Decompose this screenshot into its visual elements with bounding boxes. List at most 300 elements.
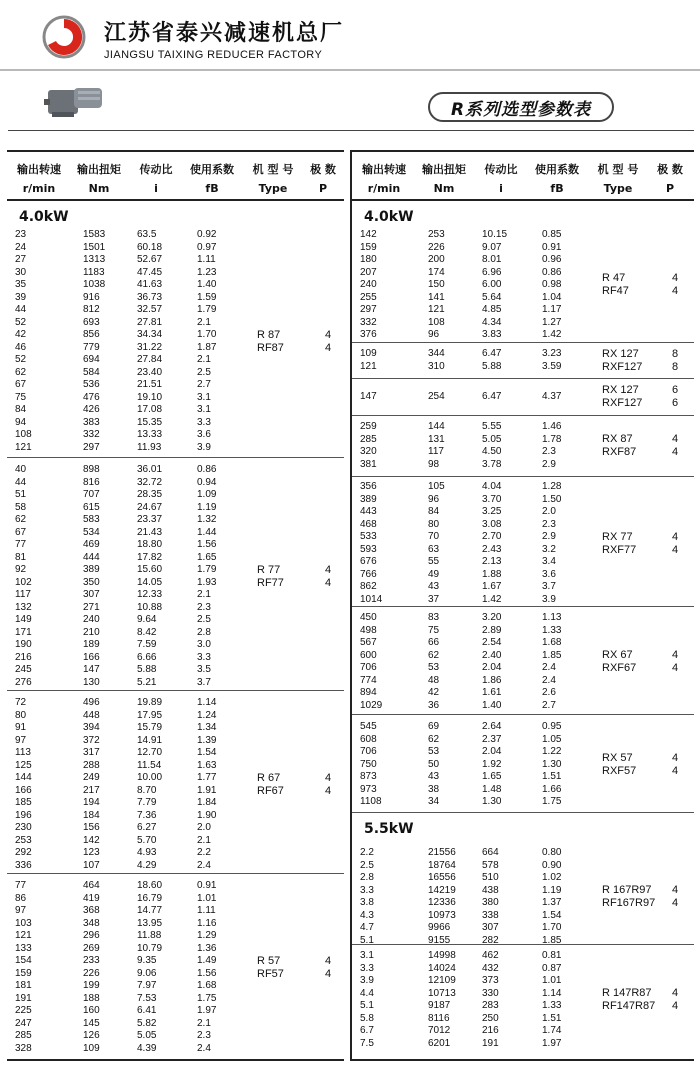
- ratio-cell: 15.35: [137, 416, 163, 428]
- factor-cell: 2.0: [197, 822, 211, 833]
- model-group: [7, 458, 344, 691]
- table-row: [7, 722, 344, 735]
- torque-cell: 226: [83, 967, 100, 979]
- factor-cell: 0.91: [542, 241, 562, 253]
- factor-cell: 1.90: [197, 809, 217, 821]
- factor-cell: 1.54: [197, 747, 217, 758]
- ratio-cell: 32.72: [137, 476, 163, 488]
- table-row: [7, 785, 344, 798]
- speed-cell: 706: [360, 662, 377, 673]
- speed-cell: 225: [15, 1005, 32, 1016]
- speed-cell: 4.4: [360, 987, 374, 999]
- torque-cell: 189: [83, 639, 100, 650]
- model-type-line: RX 67: [602, 649, 633, 661]
- factor-cell: 3.1: [197, 404, 211, 415]
- torque-cell: 368: [83, 905, 100, 916]
- ratio-cell: 36.01: [137, 464, 163, 475]
- table-row: [7, 697, 344, 710]
- speed-cell: 545: [360, 721, 377, 732]
- speed-cell: 245: [15, 664, 32, 675]
- pole-value: 8: [672, 347, 679, 360]
- ratio-cell: 250: [482, 1012, 499, 1024]
- ratio-cell: 2.89: [482, 624, 502, 636]
- factor-cell: 2.1: [197, 354, 211, 365]
- col-ratio: 传动比: [139, 163, 173, 176]
- table-row: [352, 267, 694, 280]
- table-row: [352, 519, 694, 532]
- table-row: [7, 772, 344, 785]
- speed-cell: 389: [360, 493, 377, 505]
- table-row: [352, 544, 694, 557]
- ratio-cell: 2.64: [482, 721, 502, 732]
- table-row: [352, 872, 694, 885]
- table-row: [7, 254, 344, 267]
- ratio-cell: 18.60: [137, 880, 163, 891]
- factor-cell: 1.54: [542, 909, 562, 921]
- factor-cell: 1.75: [197, 992, 217, 1004]
- table-row: [352, 434, 694, 447]
- torque-cell: 121: [428, 304, 445, 315]
- speed-cell: 593: [360, 543, 377, 555]
- table-row: [7, 1018, 344, 1031]
- ratio-cell: 3.20: [482, 612, 502, 623]
- table-row: [7, 930, 344, 943]
- ratio-cell: 17.95: [137, 709, 163, 721]
- factor-cell: 1.59: [197, 291, 217, 303]
- table-row: [352, 625, 694, 638]
- pole-count: [325, 564, 331, 590]
- ratio-cell: 7.79: [137, 797, 157, 808]
- factor-cell: 0.97: [197, 241, 217, 253]
- torque-cell: 12336: [428, 897, 456, 908]
- factor-cell: 1.39: [197, 734, 217, 746]
- model-type: [602, 433, 636, 459]
- table-row: [7, 279, 344, 292]
- factor-cell: 1.87: [197, 341, 217, 353]
- model-type-line: R 47: [602, 272, 626, 285]
- factor-cell: 0.81: [542, 950, 562, 961]
- table-row: [352, 687, 694, 700]
- torque-cell: 84: [428, 506, 440, 517]
- speed-cell: 6.7: [360, 1025, 374, 1036]
- speed-cell: 196: [15, 809, 32, 821]
- factor-cell: 1.02: [542, 872, 562, 883]
- speed-cell: 23: [15, 229, 27, 240]
- speed-cell: 3.8: [360, 897, 374, 908]
- table-row: [352, 531, 694, 544]
- factor-cell: 2.3: [197, 601, 211, 613]
- table-row: [7, 652, 344, 665]
- ratio-cell: 8.01: [482, 254, 502, 265]
- factor-cell: 1.01: [197, 892, 217, 904]
- factor-cell: 2.8: [197, 626, 211, 638]
- speed-cell: 468: [360, 518, 377, 530]
- model-type-line: RX 87: [602, 433, 633, 445]
- factor-cell: 1.33: [542, 624, 562, 636]
- table-row: [7, 955, 344, 968]
- ratio-cell: 14.77: [137, 905, 163, 916]
- table-row: [7, 735, 344, 748]
- model-type: [602, 531, 636, 557]
- ratio-cell: 6.47: [482, 348, 502, 359]
- model-group: [7, 874, 344, 1059]
- table-row: [7, 760, 344, 773]
- ratio-cell: 21.43: [137, 526, 163, 538]
- torque-cell: 126: [83, 1030, 100, 1041]
- speed-cell: 332: [360, 316, 377, 328]
- factor-cell: 3.3: [197, 651, 211, 663]
- ratio-cell: 41.63: [137, 279, 163, 290]
- table-row: [352, 637, 694, 650]
- ratio-cell: 5.55: [482, 421, 502, 432]
- table-row: [7, 677, 344, 690]
- torque-cell: 8116: [428, 1012, 450, 1024]
- torque-cell: 1583: [83, 229, 106, 240]
- ratio-cell: 462: [482, 950, 499, 961]
- speed-cell: 706: [360, 746, 377, 757]
- speed-cell: 86: [15, 892, 27, 904]
- torque-cell: 62: [428, 733, 440, 745]
- ratio-cell: 8.70: [137, 784, 157, 796]
- speed-cell: 240: [360, 279, 377, 290]
- torque-cell: 10713: [428, 987, 456, 999]
- speed-cell: 159: [15, 967, 32, 979]
- speed-cell: 567: [360, 637, 377, 648]
- ratio-cell: 47.45: [137, 266, 163, 278]
- factor-cell: 1.14: [197, 697, 217, 708]
- pole-value: 4: [672, 649, 679, 661]
- ratio-cell: 11.93: [137, 441, 162, 453]
- torque-cell: 707: [83, 489, 100, 500]
- table-row: [7, 489, 344, 502]
- ratio-cell: 60.18: [137, 241, 163, 253]
- factor-cell: 0.90: [542, 859, 562, 871]
- table-row: [352, 1025, 694, 1038]
- table-row: [7, 810, 344, 823]
- torque-cell: 297: [83, 441, 100, 453]
- speed-cell: 39: [15, 291, 27, 303]
- model-type-line: R 57: [257, 954, 281, 967]
- table-row: [352, 556, 694, 569]
- power-label: 4.0kW: [364, 209, 414, 225]
- speed-cell: 328: [15, 1042, 32, 1054]
- torque-cell: 426: [83, 404, 100, 415]
- torque-cell: 1501: [83, 241, 106, 253]
- pole-count: [672, 752, 678, 778]
- speed-cell: 103: [15, 917, 32, 929]
- ratio-cell: 5.05: [137, 1030, 157, 1041]
- speed-cell: 72: [15, 697, 27, 708]
- table-row: [352, 675, 694, 688]
- ratio-cell: 6.66: [137, 651, 157, 663]
- factor-cell: 1.50: [542, 493, 562, 505]
- ratio-cell: 5.70: [137, 834, 157, 846]
- speed-cell: 608: [360, 733, 377, 745]
- factor-cell: 1.65: [197, 551, 217, 563]
- factor-cell: 3.23: [542, 348, 562, 359]
- table-row: [7, 292, 344, 305]
- torque-cell: 383: [83, 416, 100, 428]
- torque-cell: 779: [83, 341, 100, 353]
- speed-cell: 58: [15, 501, 27, 513]
- table-row: [7, 822, 344, 835]
- factor-cell: 1.42: [542, 329, 562, 340]
- factor-cell: 1.46: [542, 421, 562, 432]
- factor-cell: 1.32: [197, 514, 217, 525]
- speed-cell: 376: [360, 329, 377, 340]
- torque-cell: 96: [428, 329, 440, 340]
- torque-cell: 12109: [428, 975, 456, 986]
- factor-cell: 1.34: [197, 722, 217, 733]
- ratio-cell: 307: [482, 922, 499, 933]
- factor-cell: 1.79: [197, 564, 217, 575]
- factor-cell: 4.37: [542, 391, 562, 402]
- factor-cell: 1.51: [542, 1012, 562, 1024]
- pole-count: [672, 987, 678, 1013]
- factor-cell: 3.9: [197, 441, 211, 453]
- model-type-line: R 77: [257, 563, 281, 576]
- speed-cell: 142: [360, 229, 377, 240]
- factor-cell: 1.29: [197, 930, 217, 941]
- torque-cell: 34: [428, 796, 440, 807]
- table-row: [7, 860, 344, 873]
- speed-cell: 1029: [360, 699, 383, 711]
- power-label: 5.5kW: [364, 821, 414, 837]
- torque-cell: 117: [428, 446, 444, 457]
- torque-cell: 147: [83, 664, 100, 675]
- factor-cell: 1.91: [197, 784, 217, 796]
- torque-cell: 37: [428, 593, 440, 605]
- pole-count: [325, 955, 331, 981]
- ratio-cell: 31.22: [137, 341, 163, 353]
- table-row: [352, 421, 694, 434]
- torque-cell: 21556: [428, 847, 456, 858]
- speed-cell: 255: [360, 291, 377, 303]
- factor-cell: 2.5: [197, 366, 211, 378]
- ratio-cell: 9.07: [482, 241, 502, 253]
- factor-cell: 1.19: [542, 884, 562, 896]
- table-row: [352, 506, 694, 519]
- table-row: [352, 229, 694, 242]
- model-group: [7, 691, 344, 874]
- col-factor-unit: fB: [205, 182, 219, 195]
- table-row: [7, 564, 344, 577]
- torque-cell: 48: [428, 674, 440, 686]
- torque-cell: 269: [83, 942, 100, 954]
- factor-cell: 3.0: [197, 639, 211, 650]
- table-row: [7, 577, 344, 590]
- torque-cell: 615: [83, 501, 100, 513]
- speed-cell: 285: [15, 1030, 32, 1041]
- speed-cell: 147: [360, 391, 377, 402]
- pole-count: [325, 329, 331, 355]
- pole-value: 4: [325, 563, 332, 576]
- pole-value: 4: [325, 967, 332, 980]
- table-row: [7, 354, 344, 367]
- speed-cell: 4.3: [360, 909, 374, 921]
- table-row: [352, 860, 694, 873]
- torque-cell: 96: [428, 493, 440, 505]
- pole-value: 4: [672, 884, 679, 896]
- table-row: [352, 1013, 694, 1026]
- speed-cell: 276: [15, 676, 32, 688]
- table-row: [7, 980, 344, 993]
- speed-cell: 46: [15, 341, 27, 353]
- title-divider: [8, 130, 694, 131]
- speed-cell: 259: [360, 421, 377, 432]
- speed-cell: 42: [15, 329, 27, 340]
- speed-cell: 24: [15, 241, 27, 253]
- model-group: [352, 945, 694, 1059]
- speed-cell: 121: [360, 360, 377, 372]
- ratio-cell: 7.53: [137, 992, 157, 1004]
- factor-cell: 3.4: [542, 556, 556, 567]
- speed-cell: 117: [15, 589, 31, 600]
- speed-cell: 181: [15, 980, 32, 991]
- ratio-cell: 6.41: [137, 1005, 157, 1016]
- torque-cell: 130: [83, 676, 100, 688]
- factor-cell: 2.1: [197, 316, 211, 328]
- torque-cell: 271: [83, 601, 100, 613]
- table-row: [352, 481, 694, 494]
- table-row: [7, 317, 344, 330]
- speed-cell: 91: [15, 722, 27, 733]
- ratio-cell: 1.30: [482, 796, 502, 807]
- torque-cell: 150: [428, 279, 445, 290]
- pole-count: [672, 433, 678, 459]
- factor-cell: 2.7: [542, 699, 556, 711]
- table-row: [7, 614, 344, 627]
- ratio-cell: 4.29: [137, 859, 157, 871]
- torque-cell: 160: [83, 1005, 100, 1016]
- col-type: 机 型 号: [252, 163, 294, 176]
- table-row: [7, 477, 344, 490]
- speed-cell: 498: [360, 624, 377, 636]
- torque-cell: 317: [83, 747, 100, 758]
- table-row: [352, 361, 694, 374]
- ratio-cell: 5.21: [137, 676, 157, 688]
- torque-cell: 9155: [428, 934, 451, 946]
- factor-cell: 0.87: [542, 962, 562, 974]
- ratio-cell: 10.15: [482, 229, 508, 240]
- torque-cell: 583: [83, 514, 100, 525]
- ratio-cell: 1.48: [482, 783, 502, 795]
- factor-cell: 1.75: [542, 796, 562, 807]
- ratio-cell: 5.88: [482, 360, 502, 372]
- pole-value: 4: [672, 272, 679, 285]
- torque-cell: 226: [428, 241, 445, 253]
- ratio-cell: 9.35: [137, 955, 157, 966]
- speed-cell: 121: [15, 930, 32, 941]
- model-type-line: R 167R97: [602, 884, 652, 896]
- factor-cell: 0.95: [542, 721, 562, 732]
- speed-cell: 750: [360, 758, 377, 770]
- speed-cell: 67: [15, 379, 27, 390]
- table-row: [7, 527, 344, 540]
- factor-cell: 1.97: [542, 1037, 562, 1049]
- speed-cell: 3.1: [360, 950, 374, 961]
- pole-value: 6: [672, 397, 679, 410]
- factor-cell: 1.19: [197, 501, 217, 513]
- model-type-line: R 87: [257, 328, 281, 341]
- factor-cell: 1.13: [542, 612, 562, 623]
- ratio-cell: 36.73: [137, 291, 163, 303]
- speed-cell: 3.3: [360, 962, 374, 974]
- table-row: [7, 429, 344, 442]
- factor-cell: 1.97: [197, 1005, 217, 1016]
- torque-cell: 10973: [428, 909, 456, 921]
- torque-cell: 816: [83, 476, 100, 488]
- torque-cell: 9187: [428, 1000, 451, 1011]
- table-row: [352, 950, 694, 963]
- torque-cell: 7012: [428, 1025, 451, 1036]
- table-row: [352, 348, 694, 361]
- company-name-en: JIANGSU TAIXING REDUCER FACTORY: [104, 49, 323, 61]
- factor-cell: 2.0: [542, 506, 556, 517]
- speed-cell: 381: [360, 458, 377, 470]
- table-row: [7, 442, 344, 455]
- table-row: [352, 292, 694, 305]
- speed-cell: 81: [15, 551, 27, 563]
- table-row: [7, 905, 344, 918]
- torque-cell: 66: [428, 637, 440, 648]
- torque-cell: 156: [83, 822, 100, 833]
- ratio-cell: 2.54: [482, 637, 502, 648]
- factor-cell: 1.22: [542, 746, 562, 757]
- speed-cell: 292: [15, 847, 32, 858]
- factor-cell: 2.5: [197, 614, 211, 625]
- speed-cell: 253: [15, 834, 32, 846]
- speed-cell: 132: [15, 601, 32, 613]
- ratio-cell: 12.70: [137, 747, 163, 758]
- table-row: [352, 847, 694, 860]
- selection-table-left: [7, 150, 344, 1061]
- ratio-cell: 4.04: [482, 481, 502, 492]
- speed-cell: 154: [15, 955, 32, 966]
- torque-cell: 476: [83, 391, 100, 403]
- ratio-cell: 1.86: [482, 674, 502, 686]
- speed-cell: 159: [360, 241, 377, 253]
- ratio-cell: 4.34: [482, 316, 502, 328]
- torque-cell: 394: [83, 722, 100, 733]
- speed-cell: 4.7: [360, 922, 374, 933]
- pole-value: 8: [672, 360, 679, 373]
- ratio-cell: 27.81: [137, 316, 163, 328]
- torque-cell: 109: [83, 1042, 100, 1054]
- model-type-line: RF67: [257, 784, 284, 797]
- factor-cell: 1.70: [542, 922, 562, 933]
- torque-cell: 14219: [428, 884, 456, 896]
- table-header: [352, 152, 694, 200]
- ratio-cell: 1.40: [482, 699, 502, 711]
- torque-cell: 916: [83, 291, 100, 303]
- model-type-line: RX 127: [602, 384, 639, 397]
- col-poles-unit: P: [318, 182, 328, 195]
- model-group: [352, 379, 694, 416]
- col-torque: 输出扭矩: [422, 163, 466, 176]
- factor-cell: 2.1: [197, 1017, 211, 1029]
- model-type: [257, 955, 284, 981]
- factor-cell: 1.85: [542, 934, 562, 946]
- ratio-cell: 216: [482, 1025, 499, 1036]
- factor-cell: 3.6: [542, 568, 556, 580]
- ratio-cell: 27.84: [137, 354, 163, 365]
- ratio-cell: 4.93: [137, 847, 157, 858]
- ratio-cell: 7.36: [137, 809, 157, 821]
- factor-cell: 1.09: [197, 489, 217, 500]
- speed-cell: 180: [360, 254, 377, 265]
- speed-cell: 190: [15, 639, 32, 650]
